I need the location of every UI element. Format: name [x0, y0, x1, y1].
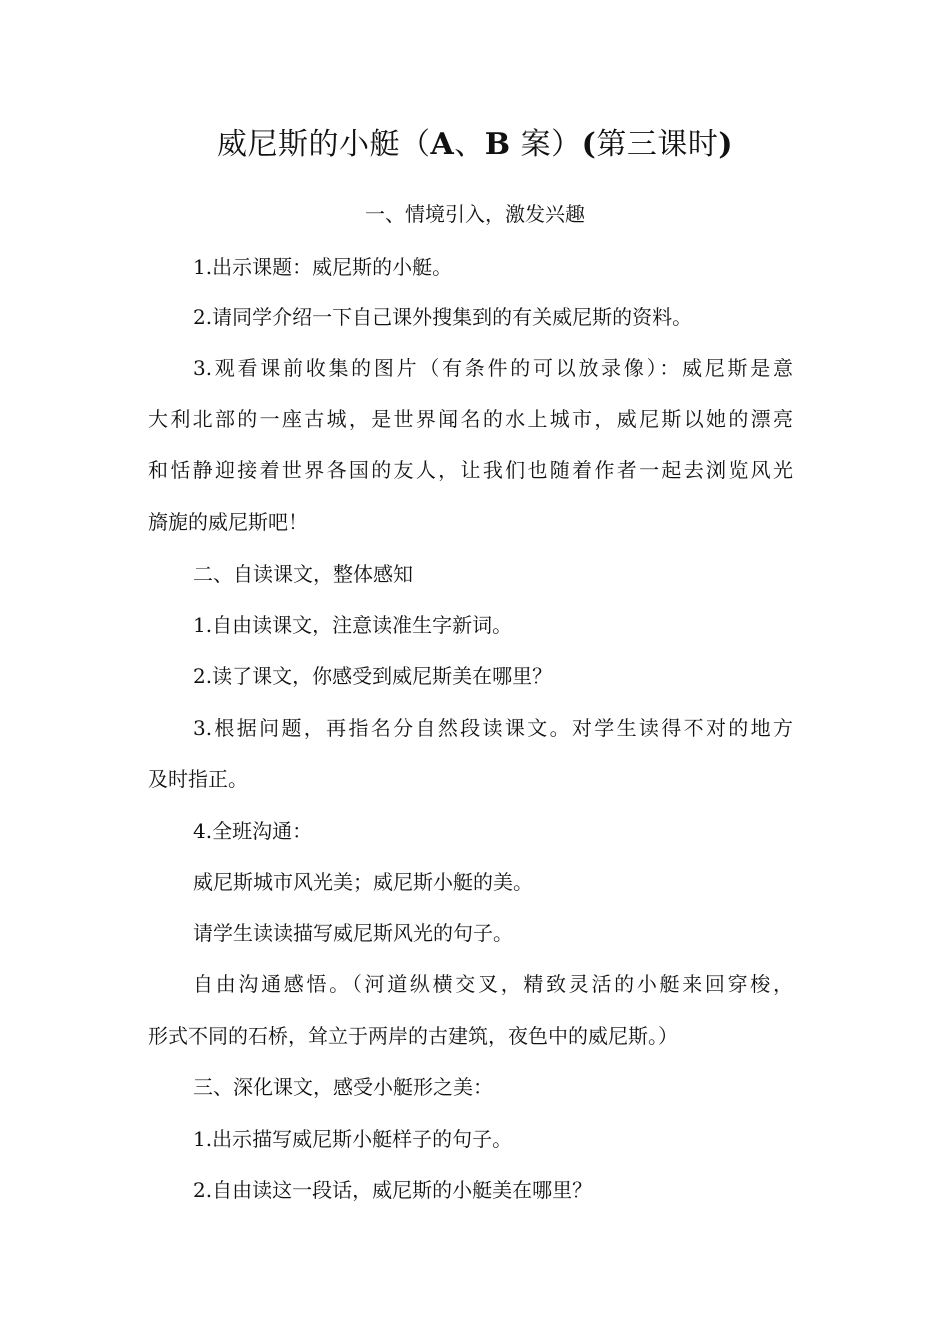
- title-text-1: 威尼斯的小艇（: [216, 127, 431, 162]
- paragraph-line: 大利北部的一座古城，是世界闻名的水上城市，威尼斯以她的漂亮: [148, 407, 793, 431]
- paragraph-line: 3.根据问题，再指名分自然段读课文。对学生读得不对的地方: [193, 716, 793, 740]
- paragraph-line: 请学生读读描写威尼斯风光的句子。: [193, 921, 513, 945]
- paragraph-line: 4.全班沟通：: [193, 819, 313, 843]
- paragraph-line: 威尼斯城市风光美；威尼斯小艇的美。: [193, 870, 533, 894]
- title-text-3: 、: [454, 127, 485, 162]
- paragraph-line: 2.读了课文，你感受到威尼斯美在哪里？: [193, 664, 553, 688]
- section-heading-1: 一、情境引入，激发兴趣: [365, 202, 585, 226]
- paragraph-line: 1.自由读课文，注意读准生字新词。: [193, 613, 513, 637]
- section-heading-2: 二、自读课文，整体感知: [193, 562, 413, 586]
- title-text-a: A: [430, 127, 455, 162]
- title-text-paren-close: ): [718, 127, 734, 162]
- paragraph-line: 2.自由读这一段话，威尼斯的小艇美在哪里？: [193, 1178, 593, 1202]
- paragraph-line: 和恬静迎接着世界各国的友人，让我们也随着作者一起去浏览风光: [148, 458, 793, 482]
- paragraph-line: 自由沟通感悟。（河道纵横交叉，精致灵活的小艇来回穿梭，: [193, 972, 793, 996]
- paragraph-line: 及时指正。: [148, 767, 248, 791]
- title-text-lesson: 第三课时: [596, 127, 719, 162]
- paragraph-line: 1.出示课题：威尼斯的小艇。: [193, 255, 453, 279]
- title-text-paren-open: (: [581, 127, 597, 162]
- document-title: [0, 122, 950, 168]
- paragraph-line: 旖旎的威尼斯吧！: [148, 510, 308, 534]
- paragraph-line: 1.出示描写威尼斯小艇样子的句子。: [193, 1127, 513, 1151]
- paragraph-line: 2.请同学介绍一下自己课外搜集到的有关威尼斯的资料。: [193, 305, 693, 329]
- paragraph-line: 3.观看课前收集的图片（有条件的可以放录像）：威尼斯是意: [193, 356, 793, 380]
- paragraph-line: 形式不同的石桥，耸立于两岸的古建筑，夜色中的威尼斯。）: [148, 1024, 678, 1048]
- section-heading-3: 三、深化课文，感受小艇形之美：: [193, 1075, 493, 1099]
- title-text-b: B: [484, 127, 511, 162]
- title-text-5: 案）: [510, 127, 582, 162]
